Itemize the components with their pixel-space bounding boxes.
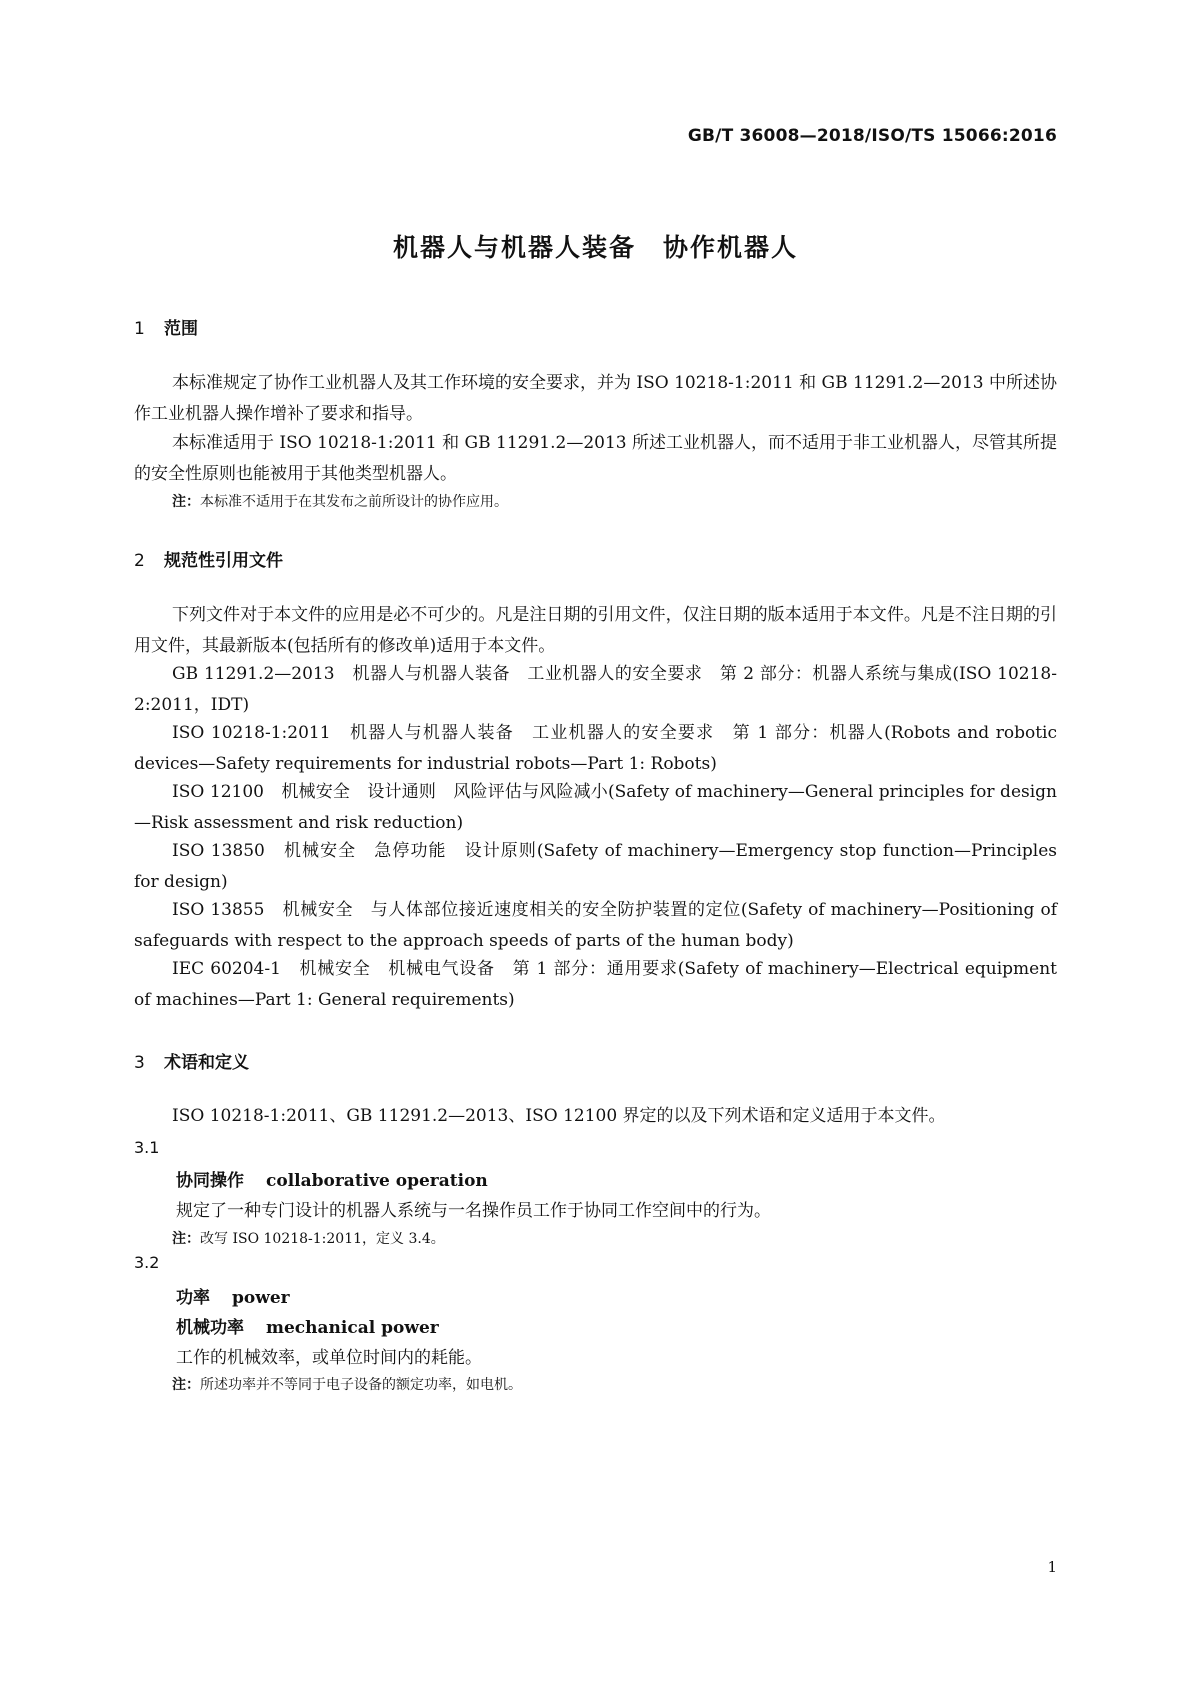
note-text: 本标准不适用于在其发布之前所设计的协作应用。 xyxy=(200,494,508,510)
term-definition: 规定了一种专门设计的机器人系统与一名操作员工作于协同工作空间中的行为。 xyxy=(176,1201,771,1221)
note-label: 注： xyxy=(172,1231,200,1247)
reference-entry: IEC 60204-1 机械安全 机械电气设备 第 1 部分：通用要求(Safety of machinery—Electrical equipment of machines—Part 1: General requirements) xyxy=(134,959,1057,1010)
standard-code: GB/T 36008—2018/ISO/TS 15066:2016 xyxy=(687,126,1057,146)
note-text: 所述功率并不等同于电子设备的额定功率，如电机。 xyxy=(200,1377,522,1393)
section-title: 范围 xyxy=(164,319,198,339)
term-en: power xyxy=(232,1288,290,1308)
page-number: 1 xyxy=(1047,1558,1057,1576)
section-number: 1 xyxy=(134,319,145,339)
reference-entry: ISO 13855 机械安全 与人体部位接近速度相关的安全防护装置的定位(Safety of machinery—Positioning of safeguards with respect to the approach speeds of parts of the human body) xyxy=(134,900,1057,951)
term-heading xyxy=(176,1283,290,1308)
reference-entry: ISO 10218-1:2011 机器人与机器人装备 工业机器人的安全要求 第 1 部分：机器人(Robots and robotic devices—Safety requirements for industrial robots—Part 1: Robots) xyxy=(134,723,1057,774)
reference-entry: ISO 12100 机械安全 设计通则 风险评估与风险减小(Safety of machinery—General principles for design—Risk assessment and risk reduction) xyxy=(134,782,1057,833)
term-definition: 工作的机械效率，或单位时间内的耗能。 xyxy=(176,1348,482,1368)
note xyxy=(172,491,508,511)
reference-entry: GB 11291.2—2013 机器人与机器人装备 工业机器人的安全要求 第 2 部分：机器人系统与集成(ISO 10218-2:2011，IDT) xyxy=(134,664,1057,715)
note-label: 注： xyxy=(172,494,200,510)
paragraph: 下列文件对于本文件的应用是必不可少的。凡是注日期的引用文件，仅注日期的版本适用于本文件。凡是不注日期的引用文件，其最新版本(包括所有的修改单)适用于本文件。 xyxy=(134,605,1057,656)
section-2-heading xyxy=(134,546,283,571)
term-zh: 功率 xyxy=(176,1288,210,1308)
term-zh: 协同操作 xyxy=(176,1171,244,1191)
note xyxy=(172,1374,522,1394)
paragraph: 本标准规定了协作工业机器人及其工作环境的安全要求，并为 ISO 10218-1:2011 和 GB 11291.2—2013 中所述协作工业机器人操作增补了要求和指导。 xyxy=(134,373,1057,424)
term-en: mechanical power xyxy=(266,1318,439,1338)
note-label: 注： xyxy=(172,1377,200,1393)
section-1-heading xyxy=(134,314,198,339)
section-number: 3 xyxy=(134,1053,145,1073)
section-title: 术语和定义 xyxy=(164,1053,249,1073)
note-text: 改写 ISO 10218-1:2011，定义 3.4。 xyxy=(200,1231,445,1247)
term-en: collaborative operation xyxy=(266,1171,488,1191)
paragraph: ISO 10218-1:2011、GB 11291.2—2013、ISO 12100 界定的以及下列术语和定义适用于本文件。 xyxy=(172,1106,946,1126)
section-3-heading xyxy=(134,1048,249,1073)
section-number: 2 xyxy=(134,551,145,571)
term-number: 3.2 xyxy=(134,1253,160,1272)
term-heading xyxy=(176,1166,488,1191)
term-zh: 机械功率 xyxy=(176,1318,244,1338)
document-title: 机器人与机器人装备 协作机器人 xyxy=(392,233,798,262)
reference-entry: ISO 13850 机械安全 急停功能 设计原则(Safety of machinery—Emergency stop function—Principles for design) xyxy=(134,841,1057,892)
section-title: 规范性引用文件 xyxy=(164,551,283,571)
term-alt-heading xyxy=(176,1313,439,1338)
paragraph: 本标准适用于 ISO 10218-1:2011 和 GB 11291.2—2013 所述工业机器人，而不适用于非工业机器人，尽管其所提的安全性原则也能被用于其他类型机器人。 xyxy=(134,433,1057,484)
term-number: 3.1 xyxy=(134,1138,160,1157)
note xyxy=(172,1228,445,1248)
